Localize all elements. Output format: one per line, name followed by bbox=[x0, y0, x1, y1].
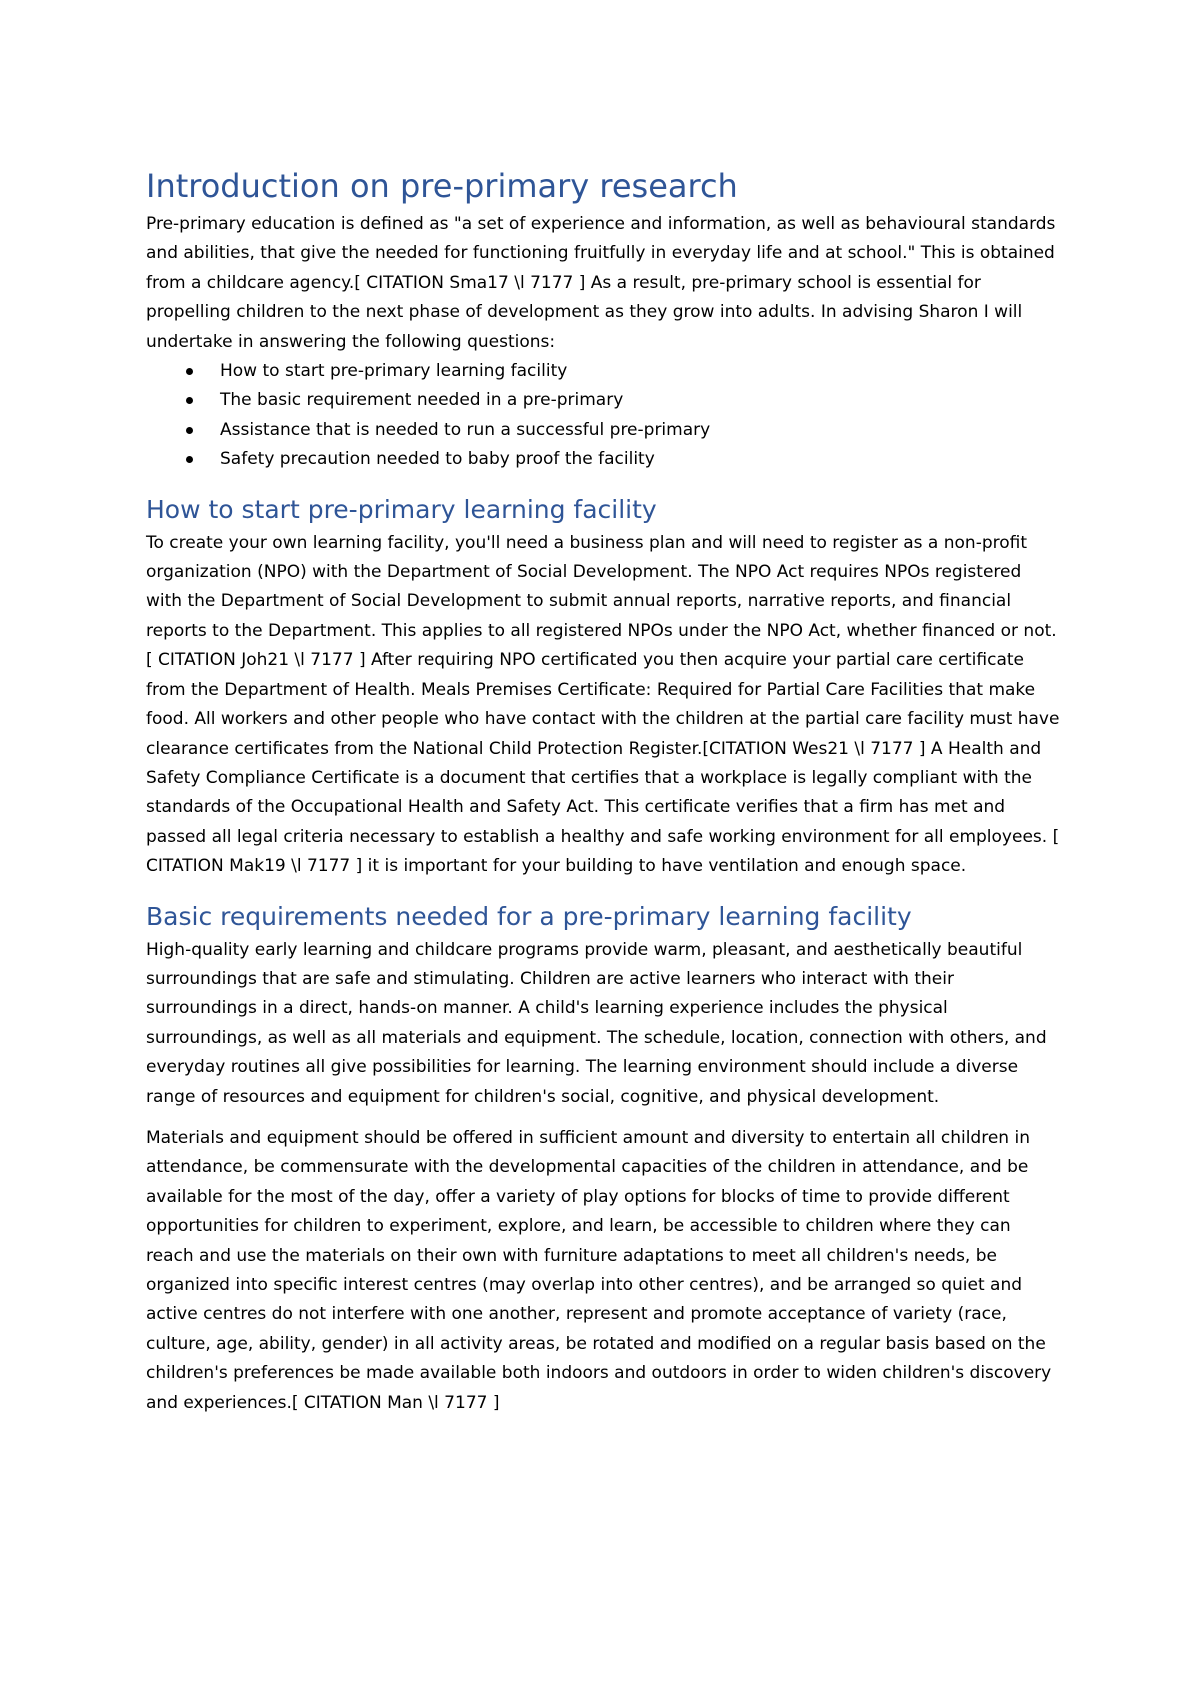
list-item bbox=[146, 416, 1060, 445]
list-item-text: Safety precaution needed to baby proof the facility bbox=[220, 449, 655, 470]
list-item bbox=[146, 445, 1060, 474]
list-item bbox=[146, 386, 1060, 415]
section-heading-basic-requirements: Basic requirements needed for a pre-primary learning facility bbox=[146, 901, 912, 931]
list-item bbox=[146, 357, 1060, 386]
bullet-icon bbox=[186, 456, 193, 463]
section-paragraph: To create your own learning facility, you'll need a business plan and will need to register as a non-profit organization (NPO) with the Department of Social Development. The NPO Act requires NPOs registered with the Department of Social Development to submit annual reports, narrative reports, and financial reports to the Department. This applies to all registered NPOs under the NPO Act, whether financed or not.[ CITATION Joh21 \l 7177 ] After requiring NPO certificated you then acquire your partial care certificate from the Department of Health. Meals Premises Certificate: Required for Partial Care Facilities that make food. All workers and other people who have contact with the children at the partial care facility must have clearance certificates from the National Child Protection Register.[CITATION Wes21 \l 7177 ] A Health and Safety Compliance Certificate is a document that certifies that a workplace is legally compliant with the standards of the Occupational Health and Safety Act. This certificate verifies that a firm has met and passed all legal criteria necessary to establish a healthy and safe working environment for all employees. [ CITATION Mak19 \l 7177 ] it is important for your building to have ventilation and enough space. bbox=[146, 532, 1060, 877]
list-item-text: Assistance that is needed to run a successful pre-primary bbox=[220, 419, 711, 440]
document-title: Introduction on pre-primary research bbox=[146, 167, 738, 205]
bullet-icon bbox=[186, 397, 193, 404]
section-paragraph: Materials and equipment should be offered in sufficient amount and diversity to entertain all children in attendance, be commensurate with the developmental capacities of the children in attendance, and be available for the most of the day, offer a variety of play options for blocks of time to provide different opportunities for children to experiment, explore, and learn, be accessible to children where they can reach and use the materials on their own with furniture adaptations to meet all children's needs, be organized into specific interest centres (may overlap into other centres), and be arranged so quiet and active centres do not interfere with one another, represent and promote acceptance of variety (race, culture, age, ability, gender) in all activity areas, be rotated and modified on a regular basis based on the children's preferences be made available both indoors and outdoors in order to widen children's discovery and experiences.[ CITATION Man \l 7177 ] bbox=[146, 1127, 1052, 1413]
questions-list bbox=[146, 357, 1060, 475]
list-item-text: How to start pre-primary learning facility bbox=[220, 361, 568, 382]
section-paragraph: High-quality early learning and childcare programs provide warm, pleasant, and aesthetically beautiful surroundings that are safe and stimulating. Children are active learners who interact with their surroundings in a direct, hands-on manner. A child's learning experience includes the physical surroundings, as well as all materials and equipment. The schedule, location, connection with others, and everyday routines all give possibilities for learning. The learning environment should include a diverse range of resources and equipment for children's social, cognitive, and physical development. bbox=[146, 939, 1047, 1107]
bullet-icon bbox=[186, 368, 193, 375]
intro-paragraph: Pre-primary education is defined as "a set of experience and information, as well as behavioural standards and abilities, that give the needed for functioning fruitfully in everyday life and at school." This is obtained from a childcare agency.[ CITATION Sma17 \l 7177 ] As a result, pre-primary school is essential for propelling children to the next phase of development as they grow into adults. In advising Sharon I will undertake in answering the following questions: bbox=[146, 214, 1056, 352]
bullet-icon bbox=[186, 427, 193, 434]
section-heading-how-to-start: How to start pre-primary learning facility bbox=[146, 494, 657, 524]
list-item-text: The basic requirement needed in a pre-primary bbox=[220, 390, 624, 411]
